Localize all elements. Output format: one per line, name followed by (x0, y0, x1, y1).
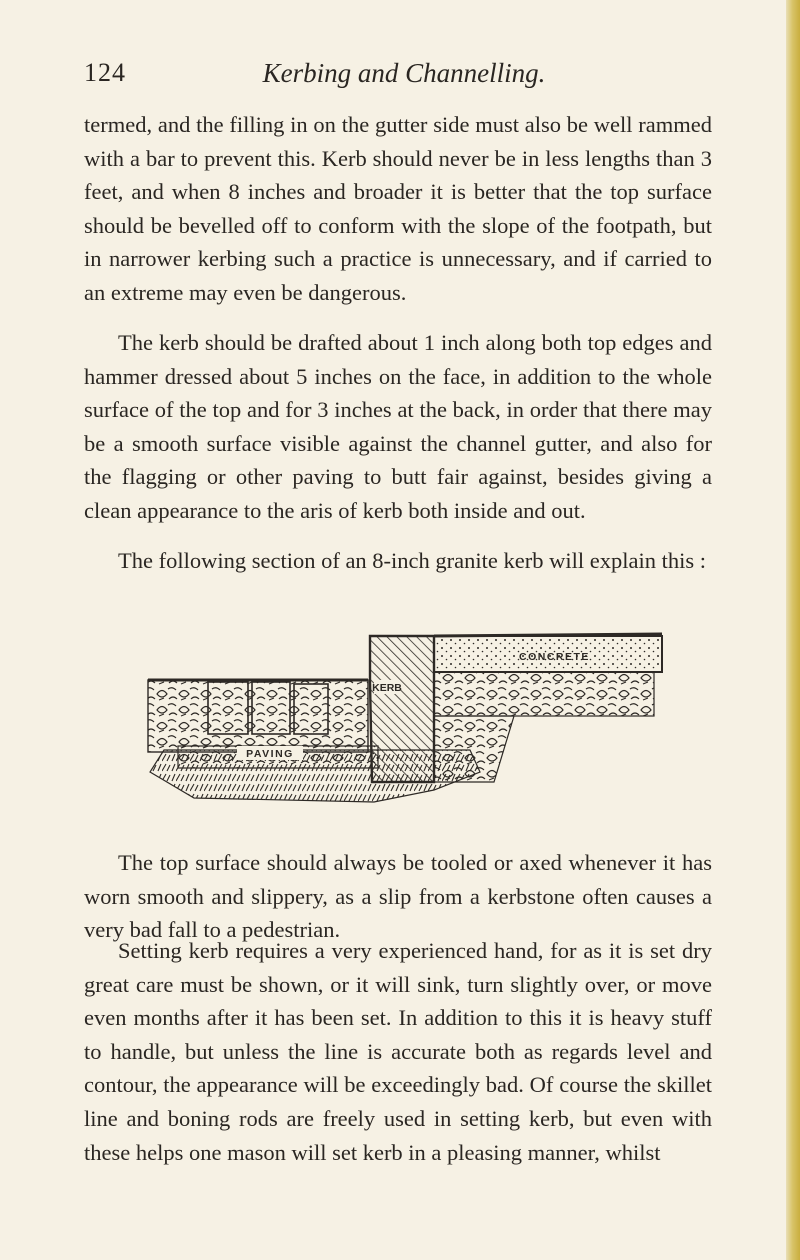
paragraph: The top surface should always be tooled or axed whenever it has worn smooth and slippery, as a slip from a kerbstone often causes a very bad fall to a pedestrian. (84, 850, 712, 943)
kerb-block (370, 636, 434, 782)
page-header (84, 58, 724, 94)
kerb-section-figure (134, 622, 664, 808)
kerb-section-illustration (134, 622, 664, 808)
label-paving: PAVING (246, 748, 294, 760)
page-number: 124 (84, 58, 126, 87)
label-concrete: CONCRETE (519, 651, 590, 663)
label-kerb: KERB (372, 682, 402, 694)
paragraph: The following section of an 8-inch granite kerb will explain this : (118, 548, 706, 573)
running-title: Kerbing and Channelling. (262, 58, 546, 88)
paragraph: termed, and the filling in on the gutter side must also be well rammed with a bar to prevent this. Kerb should never be in less lengths than 3 feet, and when 8 inches and broader it is better that the top surface should be bevelled off to conform with the slope of the footpath, but in narrower kerbing such a practice is unnecessary, and if carried to an extreme may even be dangerous. (84, 112, 712, 305)
paragraph: The kerb should be drafted about 1 inch along both top edges and hammer dressed about 5 inches on the face, in addition to the whole surface of the top and for 3 inches at the back, in order that there may be a smooth surface visible against the channel gutter, and also for the flagging or other paving to butt fair against, besides giving a clean appearance to the aris of kerb both inside and out. (84, 330, 712, 523)
paragraph: Setting kerb requires a very experienced hand, for as it is set dry great care must be shown, or it will sink, turn slightly over, or move even months after it has been set. In addition to this it is heavy stuff to handle, but unless the line is accurate both as regards level and contour, the appearance will be exceedingly bad. Of course the skillet line and boning rods are freely used in setting kerb, but even with these helps one mason will set kerb in a pleasing manner, whilst (84, 938, 712, 1165)
paving-setts (148, 680, 368, 752)
page-edge-gilding (786, 0, 800, 1260)
footpath-bed (434, 672, 654, 716)
